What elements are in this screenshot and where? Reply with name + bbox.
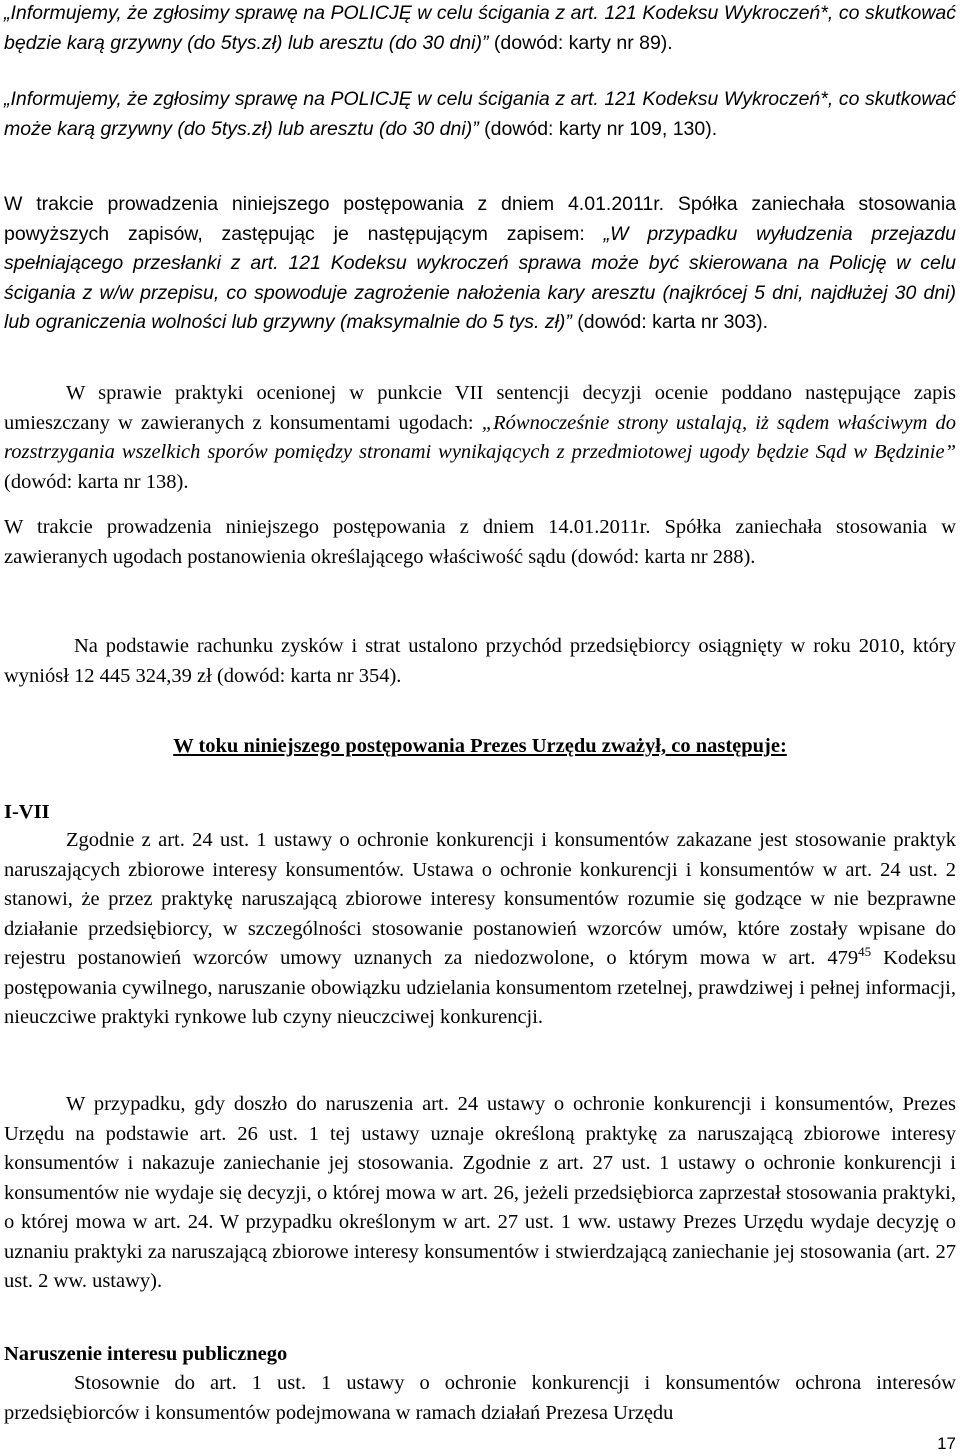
evidence-ref: (dowód: karty nr 109, 130).: [478, 117, 718, 140]
evidence-ref: (dowód: karta nr 138).: [4, 470, 189, 493]
paragraph-change-4-01: [4, 190, 956, 338]
paragraph-text: Zgodnie z art. 24 ust. 1 ustawy o ochronie konkurencji i konsumentów zakazane jest stosowanie praktyk naruszających zbiorowe interesy konsumentów. Ustawa o ochronie konkurencji i konsumentów w art. 24 ust. 2 stanowi, że przez praktykę naruszającą zbiorowe interesy konsumentów rozumie się godzące w nie bezprawne działanie przedsiębiorcy, w szczególności stosowanie postanowień wzorców umów, które zostały wpisane do rejestru postanowień wzorców umowy uznanych za niedozwolone, o którym mowa w art. 479: [4, 829, 956, 969]
paragraph-art-24: [4, 826, 956, 1033]
paragraph-text-cont: Kodeksu postępowania cywilnego, naruszanie obowiązku udzielania konsumentom rzetelnej, prawdziwej i pełnej informacji, nieuczciwe praktyki rynkowe lub czyny nieuczciwej konkurencji.: [4, 947, 956, 1028]
section-heading: W toku niniejszego postępowania Prezes Urzędu zważył, co następuje:: [173, 735, 787, 757]
paragraph-art-26-27: W przypadku, gdy doszło do naruszenia art. 24 ustawy o ochronie konkurencji i konsumentów, Prezes Urzędu na podstawie art. 26 ust. 1 tej ustawy uznaje określoną praktykę za naruszającą zbiorowe interesy konsumentów i nakazuje zaniechanie jej stosowania. Zgodnie z art. 27 ust. 1 ustawy o ochronie konkurencji i konsumentów nie wydaje się decyzji, o której mowa w art. 26, jeżeli przedsiębiorca zaprzestał stosowania praktyki, o której mowa w art. 24. W przypadku określonym w art. 27 ust. 1 ww. ustawy Prezes Urzędu wydaje decyzję o uznaniu praktyki za naruszającą zbiorowe interesy konsumentów i stwierdzającą zaniechanie jej stosowania (art. 27 ust. 2 ww. ustawy).: [4, 1093, 956, 1292]
quote-text: „Informujemy, że zgłosimy sprawę na POLICJĘ w celu ścigania z art. 121 Kodeksu Wykroczeń*, co skutkować może karą grzywny (do 5tys.zł) lub aresztu (do 30 dni)”: [4, 88, 956, 140]
paragraph-point-vii: [4, 379, 956, 497]
quote-paragraph-2: [4, 85, 956, 144]
paragraph-text: W trakcie prowadzenia niniejszego postępowania z dniem 4.01.2011r. Spółka zaniechała stosowania powyższych zapisów, zastępując je następującym zapisem:: [4, 193, 956, 245]
paragraph-text: W sprawie praktyki ocenionej w punkcie VII sentencji decyzji ocenie poddano następujące zapis umieszczany w zawieranych z konsumentami ugodach:: [4, 382, 956, 434]
evidence-ref: (dowód: karty nr 89).: [488, 31, 673, 54]
superscript: 45: [858, 944, 872, 960]
paragraph-revenue: Na podstawie rachunku zysków i strat ustalono przychód przedsiębiorcy osiągnięty w roku 2010, który wyniósł 12 445 324,39 zł (dowód: karta nr 354).: [4, 635, 956, 687]
quote-text: „W przypadku wyłudzenia przejazdu spełniającego przesłanki z art. 121 Kodeksu wykroczeń sprawa może być skierowana na Policję w celu ścigania z w/w przepisu, co spowoduje zagrożenie nałożenia kary aresztu (najkrócej 5 dni, najdłużej 30 dni) lub ograniczenia wolności lub grzywny (maksymalnie do 5 tys. zł)”: [4, 222, 956, 333]
section-number: I-VII: [4, 801, 50, 823]
quote-paragraph-1: [4, 0, 956, 58]
evidence-ref: (dowód: karta nr 303).: [571, 311, 769, 333]
page-number: 17: [937, 1434, 956, 1453]
quote-text: „Równocześnie strony ustalają, iż sądem właściwym do rozstrzygania wszelkich sporów pomiędzy stronami wynikających z przedmiotowej ugody będzie Sąd w Będzinie”: [4, 411, 956, 463]
paragraph-change-14-01: W trakcie prowadzenia niniejszego postępowania z dniem 14.01.2011r. Spółka zaniechała stosowania w zawieranych ugodach postanowienia określającego właściwość sądu (dowód: karta nr 288).: [4, 516, 956, 568]
quote-text: „Informujemy, że zgłosimy sprawę na POLICJĘ w celu ścigania z art. 121 Kodeksu Wykroczeń*, co skutkować będzie karą grzywny (do 5tys.zł) lub aresztu (do 30 dni)”: [4, 2, 956, 54]
subheading-public-interest: Naruszenie interesu publicznego: [4, 1343, 288, 1365]
paragraph-public-interest: Stosownie do art. 1 ust. 1 ustawy o ochronie konkurencji i konsumentów ochrona interesów przedsiębiorców i konsumentów podejmowana w ramach działań Prezesa Urzędu: [4, 1372, 956, 1424]
